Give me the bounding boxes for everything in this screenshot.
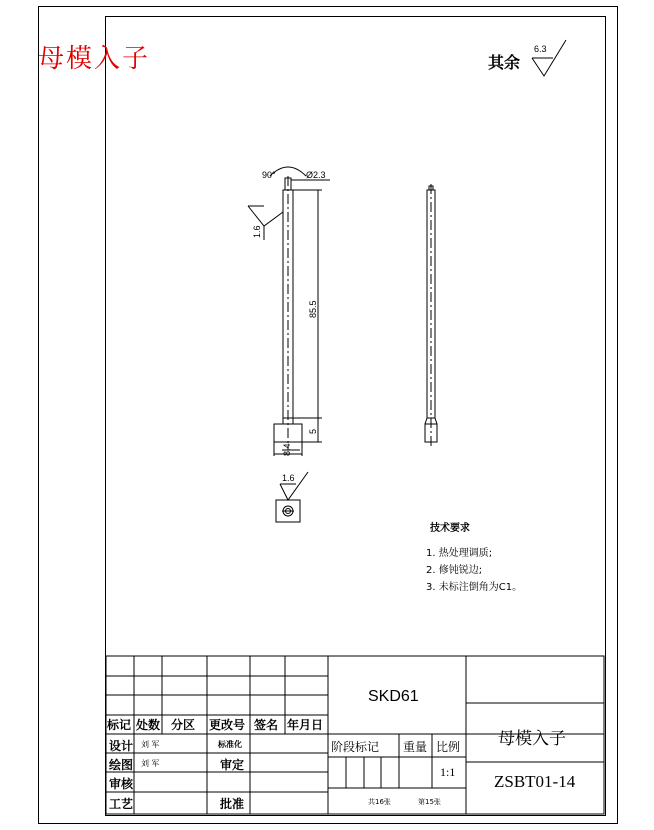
check-label: 审核 xyxy=(109,777,134,791)
process-label: 工艺 xyxy=(109,797,134,811)
note-item: 3. 未标注倒角为C1。 xyxy=(426,582,523,593)
technical-notes xyxy=(426,520,522,596)
length-label: 85.5 xyxy=(308,300,318,318)
header-mark: 标记 xyxy=(107,718,132,732)
stage-label: 阶段标记 xyxy=(331,740,380,754)
dia-label: Ø2.3 xyxy=(306,170,326,180)
part-name: 母模入子 xyxy=(498,729,566,749)
rough-end-label: 1.6 xyxy=(282,473,295,483)
sheet-number: 第15张 xyxy=(418,798,441,806)
note-item: 1. 热处理调质; xyxy=(426,548,493,559)
notes-title: 技术要求 xyxy=(430,523,470,534)
review-label: 审定 xyxy=(220,758,245,772)
header-zone: 分区 xyxy=(171,718,196,732)
header-change: 更改号 xyxy=(209,718,246,732)
material: SKD61 xyxy=(368,688,419,705)
drawing-label: 绘图 xyxy=(109,758,134,772)
note-item: 2. 修钝锐边; xyxy=(426,565,483,576)
rough-side-label: 1.6 xyxy=(252,225,262,238)
approve-label: 批准 xyxy=(220,797,245,811)
header-date: 年月日 xyxy=(287,718,324,732)
design-name: 刘 军 xyxy=(141,740,160,749)
standard-label: 标准化 xyxy=(218,740,242,749)
scale-label: 比例 xyxy=(436,740,461,754)
drawing-name: 刘 军 xyxy=(141,759,160,768)
angle-label: 90° xyxy=(262,170,276,180)
weight-label: 重量 xyxy=(403,740,428,754)
head-height-label: 5 xyxy=(308,428,318,434)
drawing-number: ZSBT01-14 xyxy=(494,772,576,791)
scale-value: 1:1 xyxy=(440,765,456,779)
roughness-prefix: 其余 xyxy=(488,53,521,72)
roughness-value: 6.3 xyxy=(534,44,547,54)
head-width-label: 8.4 xyxy=(282,443,292,456)
header-count: 处数 xyxy=(136,718,161,732)
header-sign: 签名 xyxy=(254,718,279,732)
design-label: 设计 xyxy=(109,739,134,753)
red-title: 母模入子 xyxy=(38,44,151,74)
sheet-total: 共16张 xyxy=(368,798,391,806)
